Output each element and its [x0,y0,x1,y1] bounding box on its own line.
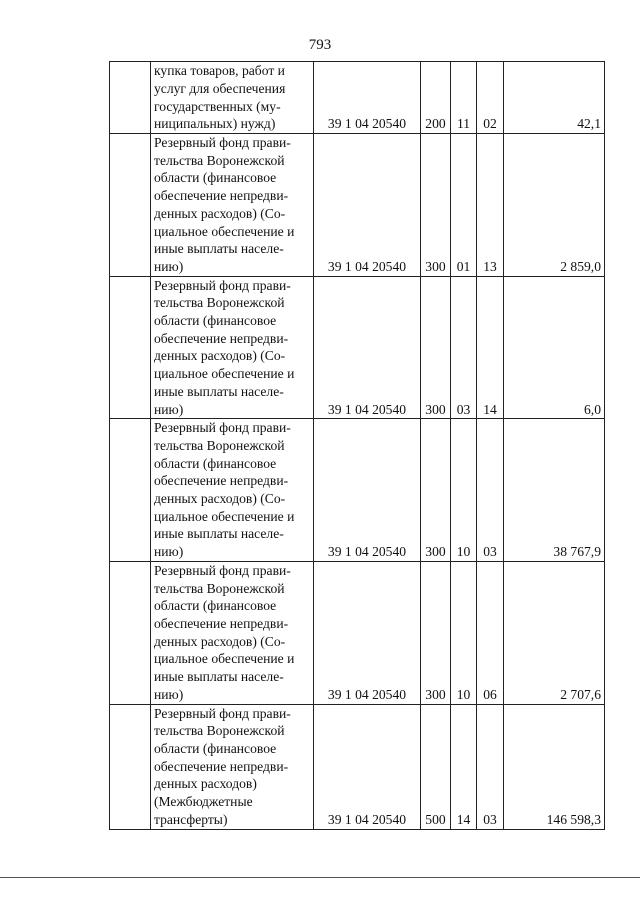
expense-name-cell: Резервный фонд прави- тельства Воронежской области (финансовое обеспечение непредви- денных расходов) (Межбюджетные трансферты) [151,704,314,829]
target-article-cell: 39 1 04 20540 [314,419,421,562]
expense-type-cell: 300 [421,276,451,419]
table-row [110,419,605,562]
expense-type-cell: 300 [421,561,451,704]
subsection-cell: 13 [477,134,504,277]
budget-table [109,61,605,830]
amount-cell: 42,1 [504,62,605,134]
target-article-cell: 39 1 04 20540 [314,276,421,419]
section-cell: 10 [451,419,477,562]
amount-cell: 6,0 [504,276,605,419]
amount-cell: 2 707,6 [504,561,605,704]
section-cell: 03 [451,276,477,419]
target-article-cell: 39 1 04 20540 [314,62,421,134]
row-number-cell [110,419,151,562]
amount-cell: 38 767,9 [504,419,605,562]
amount-cell: 146 598,3 [504,704,605,829]
section-cell: 10 [451,561,477,704]
section-cell: 11 [451,62,477,134]
expense-name-cell: Резервный фонд прави- тельства Воронежской области (финансовое обеспечение непредви- денных расходов) (Со- циальное обеспечение и иные выплаты населе- нию) [151,419,314,562]
row-number-cell [110,62,151,134]
target-article-cell: 39 1 04 20540 [314,561,421,704]
page-number: 793 [308,37,332,53]
page-bottom-rule [0,877,640,878]
table-row [110,561,605,704]
row-number-cell [110,561,151,704]
table-row [110,704,605,829]
expense-type-cell: 500 [421,704,451,829]
subsection-cell: 14 [477,276,504,419]
table-row [110,276,605,419]
table-row [110,134,605,277]
target-article-cell: 39 1 04 20540 [314,134,421,277]
amount-cell: 2 859,0 [504,134,605,277]
target-article-cell: 39 1 04 20540 [314,704,421,829]
row-number-cell [110,276,151,419]
section-cell: 14 [451,704,477,829]
section-cell: 01 [451,134,477,277]
expense-name-cell: Резервный фонд прави- тельства Воронежской области (финансовое обеспечение непредви- денных расходов) (Со- циальное обеспечение и иные выплаты населе- нию) [151,276,314,419]
expense-name-cell: Резервный фонд прави- тельства Воронежской области (финансовое обеспечение непредви- денных расходов) (Со- циальное обеспечение и иные выплаты населе- нию) [151,134,314,277]
expense-name-cell: купка товаров, работ и услуг для обеспечения государственных (му- ниципальных) нужд) [151,62,314,134]
expense-type-cell: 300 [421,134,451,277]
expense-type-cell: 300 [421,419,451,562]
row-number-cell [110,134,151,277]
expense-type-cell: 200 [421,62,451,134]
subsection-cell: 03 [477,419,504,562]
subsection-cell: 02 [477,62,504,134]
subsection-cell: 06 [477,561,504,704]
expense-name-cell: Резервный фонд прави- тельства Воронежской области (финансовое обеспечение непредви- денных расходов) (Со- циальное обеспечение и иные выплаты населе- нию) [151,561,314,704]
subsection-cell: 03 [477,704,504,829]
row-number-cell [110,704,151,829]
table-row [110,62,605,134]
